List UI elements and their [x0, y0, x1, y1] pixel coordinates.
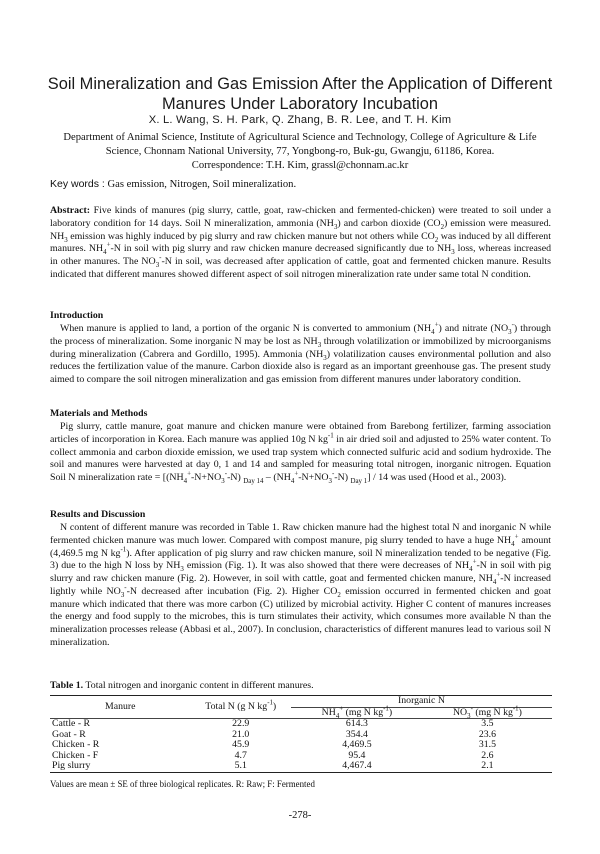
col-header-inorganic-n: Inorganic N [291, 696, 552, 708]
col-header-manure: Manure [50, 696, 191, 719]
table-note: Values are mean ± SE of three biological replicates. R: Raw; F: Fermented [50, 779, 315, 789]
title-line-1: Soil Mineralization and Gas Emission After the Application of Different [47, 75, 553, 93]
abstract: Abstract: Five kinds of manures (pig slurry, cattle, goat, raw-chicken and fermented-chicken) were treated to soil under a laboratory condition for 14 days. Soil N mineralization, ammonia $(NH_3)$ and carbon dioxide $(CO_2)$ emission were measured. $NH_3$ emission was highly induced by pig slurry and raw chicken manure but not others while $CO_2$ was induced by all different manures. $NH_4^+-N$ in soil with pig slurry and raw chicken manure decreased significantly due to $NH_3$ loss, whereas increased in other manures. The $NO_3^--N$ in soil, was decreased after application of cattle, goat and fermented chicken manure. Results indicated that different manures showed different aspect of soil nitrogen mineralization rate under same total N condition. [50, 205, 552, 280]
correspondence: Correspondence: T.H. Kim, grassl@chonnam.ac.kr [191, 160, 409, 171]
methods-heading: Materials and Methods [50, 408, 148, 419]
table-caption [50, 680, 314, 691]
table-row: Cattle - R 22.9 614.3 3.5 [52, 718, 494, 729]
col-header-total-n: Total N (g N $kg^{-1}$) [191, 696, 291, 719]
data-table [50, 695, 552, 773]
author-list: X. L. Wang, S. H. Park, Q. Zhang, B. R. Lee, and T. H. Kim [148, 114, 452, 126]
col-header-nh4: $NH_4^+$ (mg N $kg^{-1}$) [291, 707, 423, 719]
table-row: Pig slurry 5.1 4,467.4 2.1 [50, 761, 552, 772]
table-row: Chicken - R 45.9 4,469.5 31.5 [52, 739, 496, 750]
introduction-heading: Introduction [50, 310, 104, 321]
introduction-text: When manure is applied to land, a portion of the organic N is converted to ammonium $(NH_4^+)$ and nitrate $(NO_3^-)$ through the process of mineralization. Some inorganic N may be lost as $NH_3$ through volatilization or immobilized by microorganisms during mineralization (Cabrera and Gordillo, 1995). Ammonia $(NH_3)$ volatilization causes environmental pollution and also reduces the fertilization value of the manure. Carbon dioxide also is regard as an important greenhouse gas. The present study aimed to compare the soil nitrogen mineralization and gas emission from different manures under laboratory condition. [50, 321, 551, 385]
table-row: Goat - R 21.0 354.4 23.6 [52, 728, 496, 740]
table-caption-text: Total nitrogen and inorganic content in different manures. [85, 680, 314, 691]
keywords [50, 178, 550, 190]
table-row: Chicken - F 4.7 95.4 2.6 [52, 749, 494, 761]
keywords-text: Gas emission, Nitrogen, Soil mineralization. [107, 179, 297, 190]
affiliation: Department of Animal Science, Institute of Agricultural Science and Technology, College of Agriculture & Life Science, Chonnam National University, 77, Yongbong-ro, Buk-gu, Gwangju, 61186, Korea. [63, 132, 537, 157]
title-line-2: Manures Under Laboratory Incubation [161, 95, 439, 113]
paper-title [30, 74, 570, 114]
table-caption-label: Table 1. [50, 680, 84, 691]
methods-text: Pig slurry, cattle manure, goat manure and chicken manure were obtained from Barebong fertilizer, farming association articles of incorporation in Korea. Each manure was applied 10g N $kg^{-1}$ in air dried soil and adjusted to 25% water content. To collect ammonia and carbon dioxide emission, we used trap system which connected sulfuric acid and sodium hydroxide. The soil and manures were harvested at day 0, 1 and 14 and sampled for measuring total nitrogen, inorganic nitrogen. Equation Soil N mineralization rate = [$(NH_4^+-N+NO_3^--N)$ $_{Day 14} - (NH_4^+-N+NO_3^--N)$ $_{Day 1}$] / 14 was used (Hood et al., 2003). [50, 421, 551, 485]
results-text: N content of different manure was recorded in Table 1. Raw chicken manure had the highest total N and inorganic N while fermented chicken manure was much lower. Compared with compost manure, pig slurry tended to have a huge $NH_4^+$ amount (4,469.5 mg N $kg^{-1}$). After application of pig slurry and raw chicken manure, soil N mineralization tended to be negative (Fig. 3) due to the high N loss by $NH_3$ emission (Fig. 1). It was also showed that there were decreases of $NH_4^+-N$ in soil with pig slurry and raw chicken manure (Fig. 2). However, in soil with cattle, goat and fermented chicken manure, $NH_4^+-N$ increased lightly while $NO_3^--N$ decreased after incubation (Fig. 2). Higher $CO_2$ emission occurred in fermented chicken and goat manure which indicated that there was more carbon (C) utilized by microbial activity. Higher C content of manures increases the energy and food supply to the microbes, this is turn stimulates their activity, which consumes more available N than the mineralization processes release (Abbasi et al., 2007). In conclusion, characteristics of different manures lead to various soil N mineralization. [50, 522, 552, 648]
page-number: -278- [288, 810, 312, 821]
keywords-label: Key words : [50, 178, 105, 190]
col-header-no3: $NO_3^-$ (mg N $kg^{-1}$) [423, 707, 552, 719]
abstract-label: Abstract: [50, 205, 91, 216]
results-heading: Results and Discussion [50, 509, 146, 520]
